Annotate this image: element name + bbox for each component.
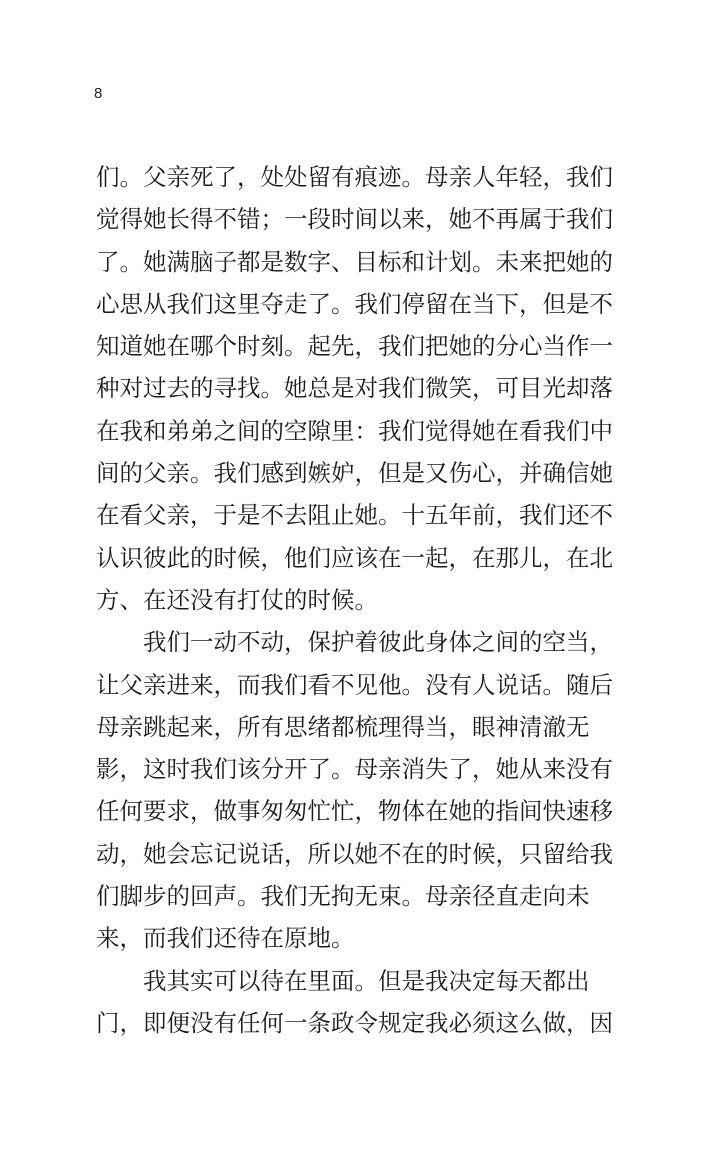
text-line: 在我和弟弟之间的空隙里：我们觉得她在看我们中	[96, 416, 613, 445]
body-text	[96, 156, 613, 1044]
text-line: 种对过去的寻找。她总是对我们微笑，可目光却落	[96, 374, 613, 403]
text-line: 动，她会忘记说话，所以她不在的时候，只留给我	[96, 839, 613, 868]
text-line: 们脚步的回声。我们无拘无束。母亲径直走向未	[96, 882, 590, 911]
text-line: 在看父亲，于是不去阻止她。十五年前，我们还不	[96, 501, 613, 530]
paragraph	[96, 156, 613, 621]
text-line: 方、在还没有打仗的时候。	[96, 585, 378, 614]
paragraph	[96, 960, 613, 1045]
paragraph	[96, 621, 613, 959]
text-line: 让父亲进来，而我们看不见他。没有人说话。随后	[96, 670, 613, 699]
text-line: 母亲跳起来，所有思绪都梳理得当，眼神清澈无	[96, 712, 590, 741]
text-line: 任何要求，做事匆匆忙忙，物体在她的指间快速移	[96, 797, 613, 826]
text-line: 间的父亲。我们感到嫉妒，但是又伤心，并确信她	[96, 459, 613, 488]
page-number: 8	[94, 85, 103, 102]
text-line: 我其实可以待在里面。但是我决定每天都出	[143, 966, 590, 995]
text-line: 们。父亲死了，处处留有痕迹。母亲人年轻，我们	[96, 163, 613, 191]
text-line: 影，这时我们该分开了。母亲消失了，她从来没有	[96, 755, 613, 784]
text-line: 我们一动不动，保护着彼此身体之间的空当，	[143, 628, 613, 657]
text-line: 心思从我们这里夺走了。我们停留在当下，但是不	[96, 289, 613, 318]
text-line: 觉得她长得不错；一段时间以来，她不再属于我们	[96, 205, 613, 234]
text-line: 门，即便没有任何一条政令规定我必须这么做，因	[96, 1008, 613, 1037]
text-line: 知道她在哪个时刻。起先，我们把她的分心当作一	[96, 332, 613, 361]
text-line: 认识彼此的时候，他们应该在一起，在那儿，在北	[96, 543, 613, 572]
text-line: 来，而我们还待在原地。	[96, 924, 355, 953]
text-line: 了。她满脑子都是数字、目标和计划。未来把她的	[96, 247, 613, 276]
